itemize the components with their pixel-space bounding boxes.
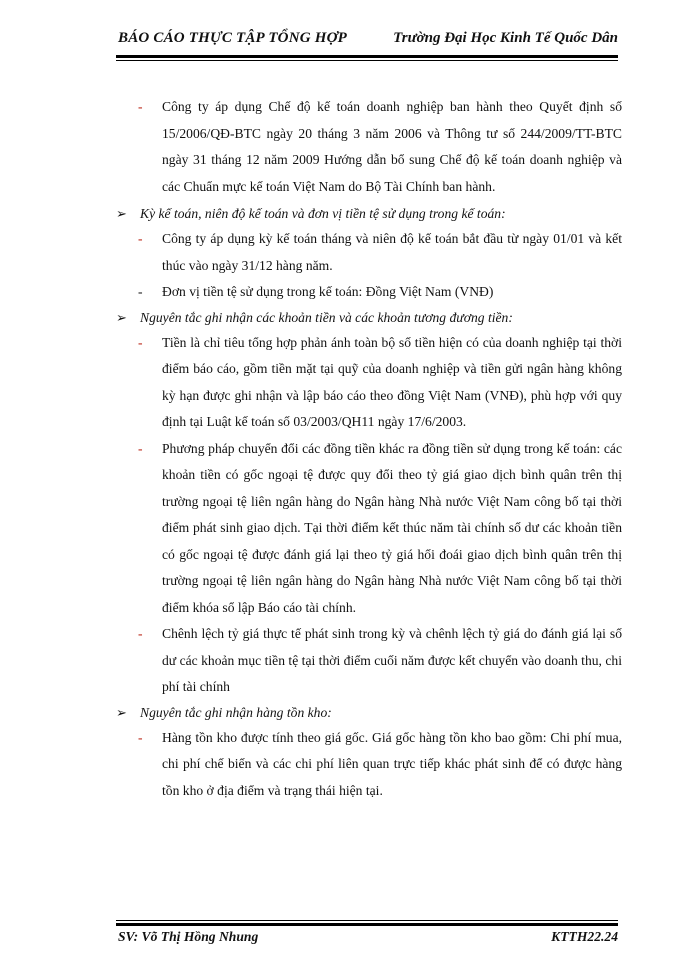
list-item-text: Công ty áp dụng Chế độ kế toán doanh nghiệp ban hành theo Quyết định số 15/2006/QĐ-BTC ngày 20 tháng 3 năm 2006 và Thông tư số 244/2009/TT-BTC ngày 31 tháng 12 năm 2009 Hướng dẫn bổ sung Chế độ kế toán doanh nghiệp và các Chuẩn mực kế toán Việt Nam do Bộ Tài Chính ban hành.: [162, 99, 622, 194]
section-heading: [112, 306, 622, 330]
list-item: [112, 279, 622, 306]
list-item-text: Chênh lệch tỷ giá thực tế phát sinh trong kỳ và chênh lệch tỷ giá do đánh giá lại số dư các khoản mục tiền tệ tại thời điểm cuối năm được kết chuyển vào doanh thu, chi phí tài chính: [162, 626, 622, 694]
dash-bullet: -: [138, 284, 143, 299]
list-item-text: Tiền là chỉ tiêu tổng hợp phản ánh toàn bộ số tiền hiện có của doanh nghiệp tại thời điểm báo cáo, gồm tiền mặt tại quỹ của doanh nghiệp và tiền gửi ngân hàng không kỳ hạn được ghi nhận và lập báo cáo theo đồng Việt Nam (VNĐ), phù hợp với quy định tại Luật kế toán số 03/2003/QH11 ngày 17/6/2003.: [162, 334, 622, 429]
footer-class-code: KTTH22.24: [551, 929, 618, 944]
list-item-text: Hàng tồn kho được tính theo giá gốc. Giá gốc hàng tồn kho bao gồm: Chi phí mua, chi phí chế biến và các chi phí liên quan trực tiếp khác phát sinh để có được hàng tồn kho ở địa điểm và trạng thái hiện tại.: [162, 729, 622, 798]
page-header: [118, 30, 618, 54]
dash-bullet: -: [138, 334, 143, 350]
section-heading-text: Kỳ kế toán, niên độ kế toán và đơn vị tiền tệ sử dụng trong kế toán:: [140, 206, 506, 221]
dash-bullet: -: [138, 729, 143, 745]
arrow-bullet-icon: ➢: [116, 309, 127, 325]
dash-bullet: -: [138, 440, 143, 456]
list-item: [112, 436, 622, 622]
section-heading: [112, 701, 622, 725]
document-body: [112, 94, 622, 804]
footer-rule-thin: [116, 920, 618, 921]
list-item-text: Đơn vị tiền tệ sử dụng trong kế toán: Đồng Việt Nam (VNĐ): [162, 284, 494, 299]
list-item-text: Công ty áp dụng kỳ kế toán tháng và niên độ kế toán bắt đầu từ ngày 01/01 và kết thúc vào ngày 31/12 hàng năm.: [162, 231, 622, 273]
section-heading: [112, 202, 622, 226]
header-university: Trường Đại Học Kinh Tế Quốc Dân: [393, 30, 618, 46]
header-report-title: BÁO CÁO THỰC TẬP TỔNG HỢP: [118, 30, 347, 46]
dash-bullet: -: [138, 626, 143, 641]
section-heading-text: Nguyên tắc ghi nhận hàng tồn kho:: [140, 704, 332, 720]
list-item-text: Phương pháp chuyển đổi các đồng tiền khác ra đồng tiền sử dụng trong kế toán: các khoản tiền có gốc ngoại tệ được quy đổi theo tỷ giá giao dịch bình quân trên thị trường ngoại tệ liên ngân hàng do Ngân hàng Nhà nước Việt Nam công bố tại thời điểm phát sinh giao dịch. Tại thời điểm kết thúc năm tài chính số dư các khoản tiền có gốc ngoại tệ được đánh giá lại theo tỷ giá hối đoái giao dịch bình quân trên thị trường ngoại tệ liên ngân hàng do Ngân hàng Nhà nước Việt Nam công bố tại thời điểm khóa sổ lập Báo cáo tài chính.: [162, 440, 622, 615]
dash-bullet: -: [138, 231, 143, 246]
footer-student-name: SV: Võ Thị Hồng Nhung: [118, 929, 259, 944]
list-item: [112, 226, 622, 279]
list-item: [112, 330, 622, 436]
arrow-bullet-icon: ➢: [116, 206, 127, 221]
page-footer: [118, 929, 618, 951]
list-item: [112, 621, 622, 701]
section-heading-text: Nguyên tắc ghi nhận các khoản tiền và các khoản tương đương tiền:: [140, 309, 513, 325]
list-item: [112, 94, 622, 200]
header-rule-thin: [116, 60, 618, 61]
list-item: [112, 725, 622, 805]
header-rule-thick: [116, 55, 618, 58]
arrow-bullet-icon: ➢: [116, 704, 127, 720]
dash-bullet: -: [138, 99, 143, 114]
footer-rule-thick: [116, 923, 618, 926]
